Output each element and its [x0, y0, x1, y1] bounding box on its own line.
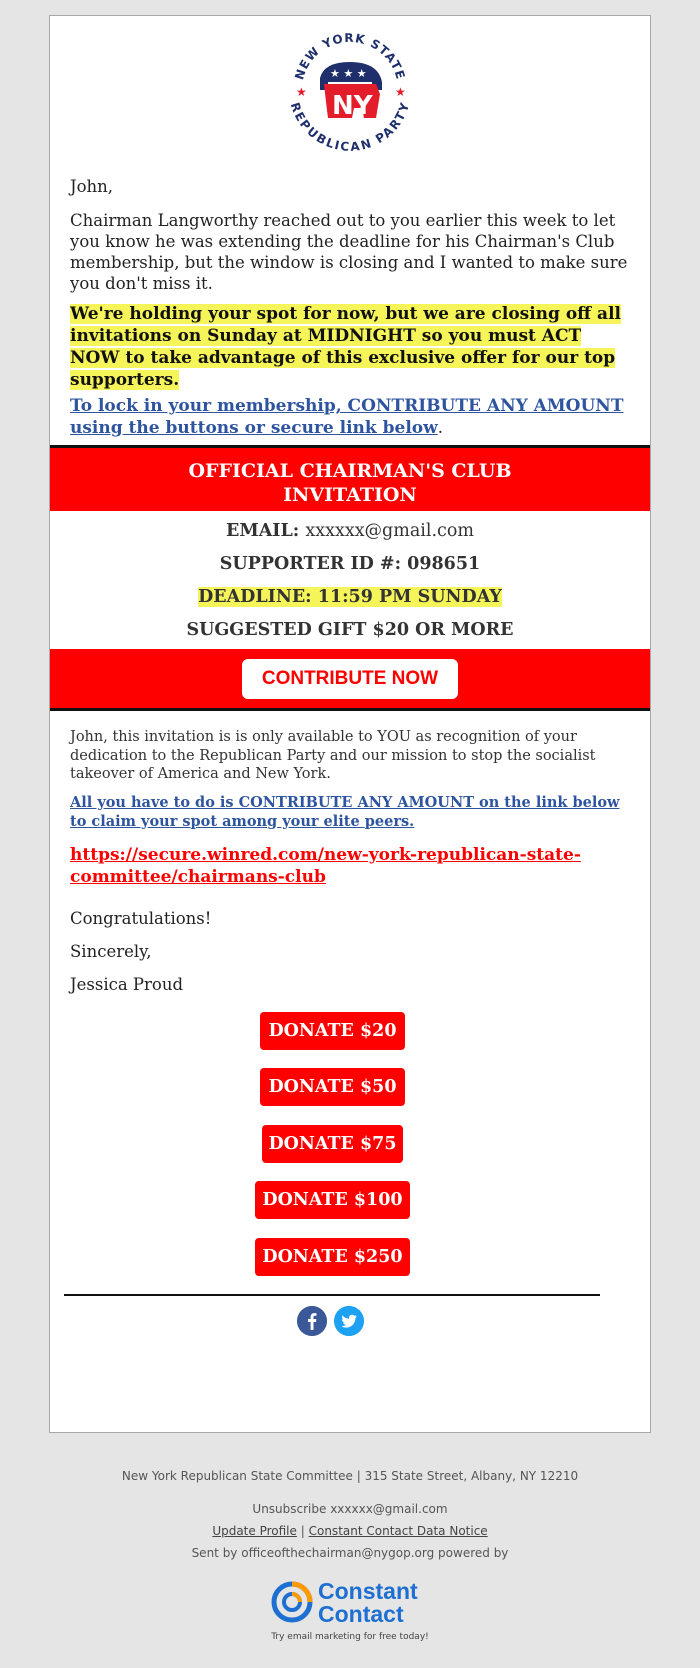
contribute-banner	[50, 649, 650, 709]
highlight-text: We're holding your spot for now, but we are closing off all invitations on Sunday at MIDNIGHT so you must ACT NOW to take advantage of this exclusive offer for our top supporters.	[70, 304, 621, 390]
logo-star-right-icon: ★	[395, 85, 406, 99]
lock-paragraph	[70, 395, 630, 439]
footer-address: New York Republican State Committee | 315 State Street, Albany, NY 12210	[121, 1469, 579, 1483]
sincerely: Sincerely,	[70, 942, 152, 961]
donate-100-button[interactable]: DONATE $100	[255, 1181, 410, 1219]
constant-contact-name[interactable]	[318, 1580, 418, 1626]
footer-divider	[64, 1294, 600, 1296]
constant-contact-tagline: Try email marketing for free today!	[271, 1632, 429, 1642]
footer-links	[0, 1524, 700, 1538]
lock-membership-link[interactable]: To lock in your membership, CONTRIBUTE ANY AMOUNT using the buttons or secure link below	[70, 396, 624, 438]
intro-paragraph: Chairman Langworthy reached out to you earlier this week to let you know he was extending the deadline for his Chairman's Club membership, but the window is closing and I wanted to make sure you don't miss it.	[70, 211, 628, 293]
secure-url-paragraph	[70, 844, 630, 888]
secure-url-link[interactable]: https://secure.winred.com/new-york-republican-state-committee/chairmans-club	[70, 845, 581, 887]
invitation-title	[50, 459, 650, 507]
email-line	[50, 521, 650, 541]
contribute-now-button[interactable]: CONTRIBUTE NOW	[242, 659, 458, 699]
twitter-icon[interactable]	[334, 1306, 364, 1336]
email-value: xxxxxx@gmail.com	[305, 521, 474, 541]
donate-50-button[interactable]: DONATE $50	[260, 1068, 405, 1106]
email-label: EMAIL:	[226, 521, 300, 541]
donate-20-button[interactable]: DONATE $20	[260, 1012, 405, 1050]
cc-name-line-1: Constant	[318, 1578, 418, 1604]
deadline-line	[50, 587, 650, 607]
facebook-icon[interactable]	[297, 1306, 327, 1336]
email-card	[49, 15, 651, 1433]
footer-sent-by: Sent by officeofthechairman@nygop.org powered by	[191, 1546, 509, 1560]
footer-unsubscribe[interactable]: Unsubscribe xxxxxx@gmail.com	[252, 1502, 448, 1516]
greeting: John,	[70, 177, 114, 196]
claim-paragraph	[70, 794, 630, 831]
supporter-id: SUPPORTER ID #: 098651	[219, 554, 481, 574]
body-paragraph: John, this invitation is is only available to YOU as recognition of your dedication to the Republican Party and our mission to stop the socialist takeover of America and New York.	[70, 729, 596, 782]
lock-period: .	[437, 418, 443, 437]
logo-top-text: NEW YORK STATE	[292, 30, 408, 82]
nygop-logo	[284, 24, 416, 156]
signer-name: Jessica Proud	[70, 975, 184, 994]
logo-star-left-icon: ★	[296, 85, 307, 99]
elephant-stars-icon: ★ ★ ★	[330, 67, 367, 80]
donate-250-button[interactable]: DONATE $250	[255, 1238, 410, 1276]
update-profile-link[interactable]: Update Profile	[212, 1524, 297, 1538]
suggested-gift: SUGGESTED GIFT $20 OR MORE	[186, 620, 514, 640]
divider	[50, 708, 650, 711]
data-notice-link[interactable]: Constant Contact Data Notice	[308, 1524, 488, 1538]
constant-contact-logo-icon[interactable]	[270, 1580, 314, 1624]
donate-75-button[interactable]: DONATE $75	[262, 1125, 403, 1163]
logo-bottom-text: REPUBLICAN PARTY	[287, 100, 413, 154]
footer-separator: |	[300, 1524, 305, 1538]
cc-name-line-2: Contact	[318, 1601, 404, 1627]
invitation-title-line-1: OFFICIAL CHAIRMAN'S CLUB	[188, 460, 512, 482]
claim-spot-link[interactable]: All you have to do is CONTRIBUTE ANY AMOUNT on the link below to claim your spot among your elite peers.	[70, 794, 620, 830]
congrats: Congratulations!	[70, 909, 212, 928]
logo-mark: NY	[332, 91, 373, 121]
deadline: DEADLINE: 11:59 PM SUNDAY	[198, 587, 502, 607]
invitation-banner	[50, 448, 650, 511]
invitation-title-line-2: INVITATION	[283, 484, 417, 506]
highlight-paragraph	[70, 303, 630, 391]
